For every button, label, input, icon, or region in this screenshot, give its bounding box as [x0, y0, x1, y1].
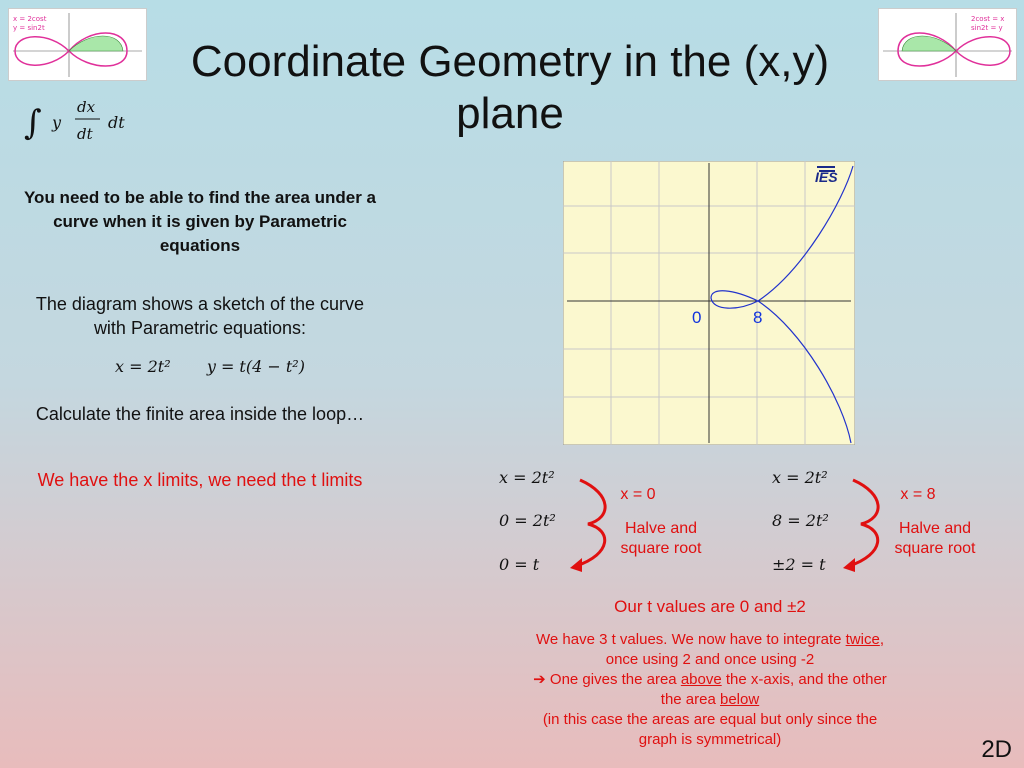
svg-text:∫: ∫ — [24, 103, 42, 143]
right-step: Halve and square root — [894, 520, 976, 557]
integral-denominator: dt — [77, 125, 93, 143]
lemniscate-thumbnail-right — [879, 9, 1016, 80]
right-condition: x = 8 — [900, 486, 936, 503]
lemniscate-thumbnail-left — [9, 9, 146, 80]
svg-text:sin2t = y: sin2t = y — [971, 24, 1003, 32]
explanation-text: We have 3 t values. We now have to integrate twice, once using 2 and once using -2 ➔ One gives the area above the x-axis, and the other the area below (in this case the areas are equal but only since the graph is symmetrical) — [533, 631, 887, 748]
svg-text:x = 2cost: x = 2cost — [13, 15, 47, 23]
intro-text: You need to be able to find the area under a curve when it is given by Parametric equations — [23, 188, 376, 255]
left-eq-1: x = 2t² — [499, 468, 555, 487]
param-y: y = t(4 − t²) — [206, 357, 305, 376]
integral-differential: dt — [108, 113, 125, 132]
page-title: Coordinate Geometry in the (x,y) plane — [190, 37, 830, 138]
limits-note: We have the x limits, we need the t limits — [37, 470, 363, 490]
label-zero: 0 — [692, 308, 702, 327]
left-eq-2: 0 = 2t² — [499, 511, 556, 530]
t-values-summary: Our t values are 0 and ±2 — [614, 597, 806, 616]
label-eight: 8 — [753, 308, 763, 327]
svg-text:y = sin2t: y = sin2t — [13, 24, 45, 32]
integral-y: y — [52, 113, 62, 132]
left-step: Halve and square root — [620, 520, 702, 557]
thumbnail-right — [878, 8, 1017, 81]
right-curved-arrow-icon — [841, 474, 885, 572]
ies-logo: IES — [815, 169, 838, 185]
integral-formula — [22, 92, 142, 152]
integral-numerator: dx — [77, 98, 96, 116]
right-eq-2: 8 = 2t² — [772, 511, 829, 530]
diagram-description: The diagram shows a sketch of the curve with Parametric equations: — [35, 294, 365, 338]
curve-graph — [563, 161, 855, 445]
task-text: Calculate the finite area inside the loop… — [35, 404, 365, 424]
param-x: x = 2t² — [115, 357, 171, 376]
left-eq-3: 0 = t — [499, 555, 540, 574]
left-condition: x = 0 — [620, 486, 656, 503]
right-eq-1: x = 2t² — [772, 468, 828, 487]
thumbnail-left — [8, 8, 147, 81]
parametric-equations — [115, 357, 375, 376]
slide-id: 2D — [981, 736, 1012, 763]
right-eq-3: ±2 = t — [772, 555, 826, 574]
svg-text:2cost = x: 2cost = x — [971, 15, 1005, 23]
